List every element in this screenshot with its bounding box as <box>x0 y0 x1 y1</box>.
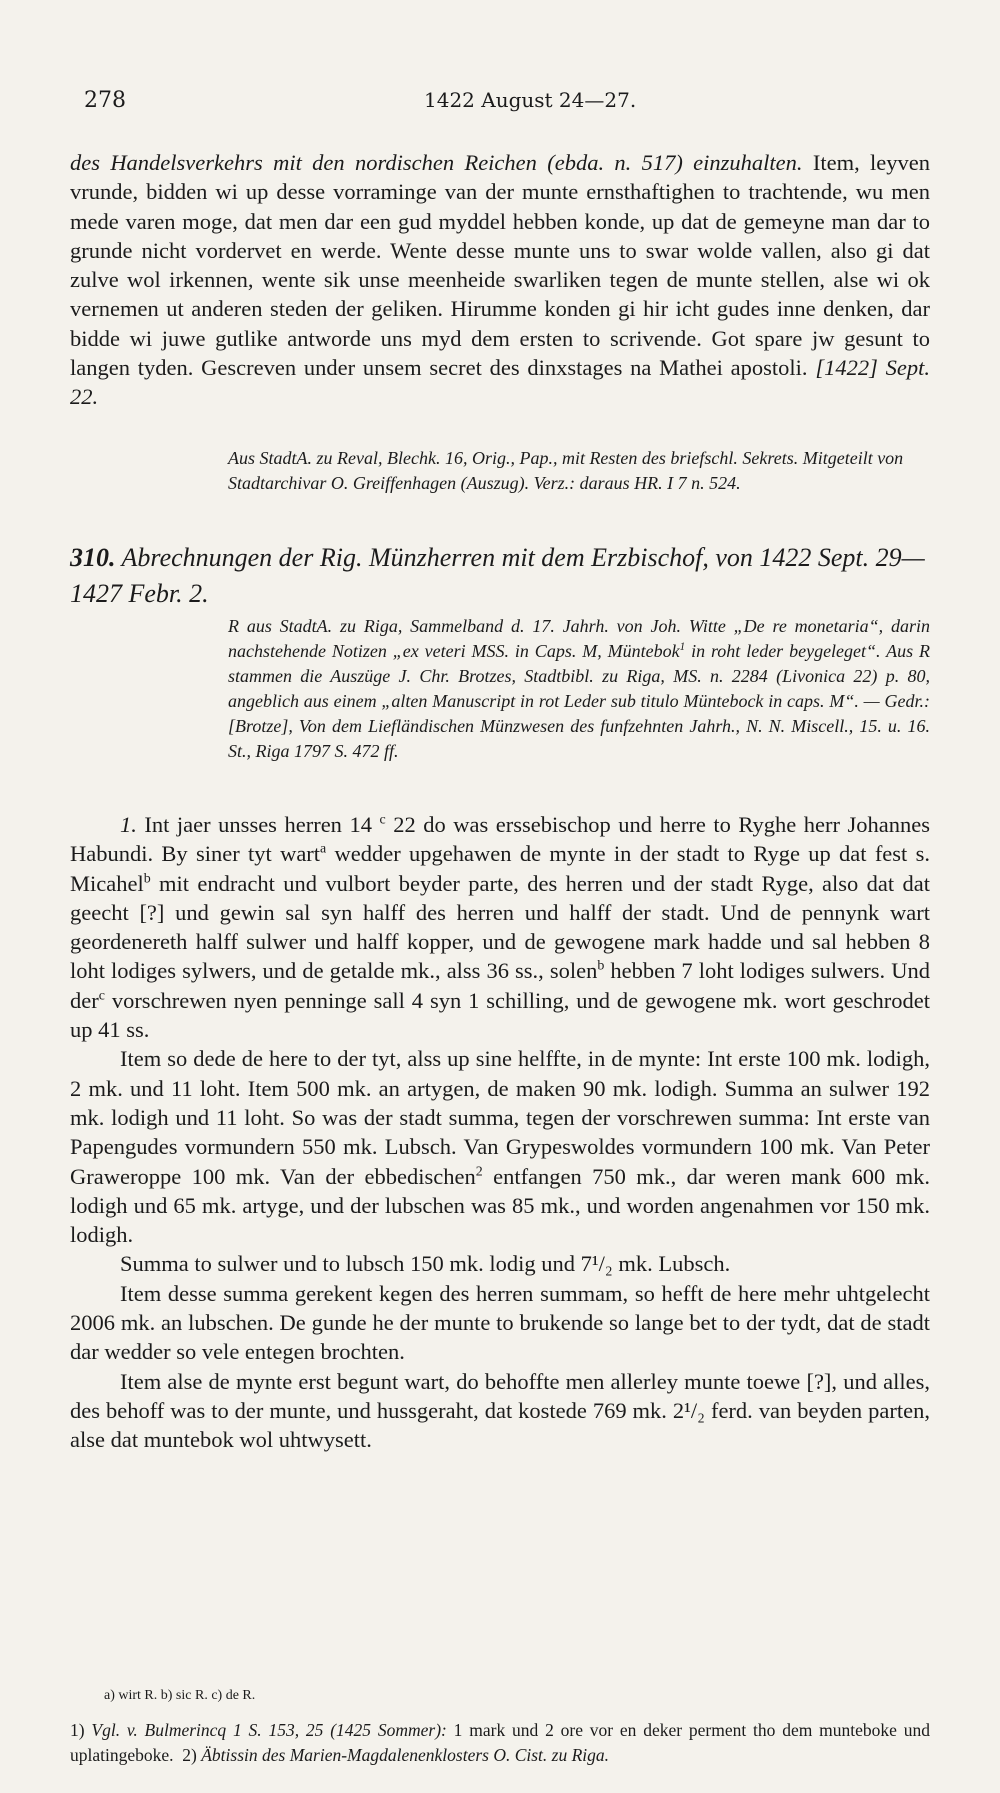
text-run: vorschrewen nyen penninge sall 4 syn 1 schilling, und de gewogene mk. wort geschrodet up 41 ss. <box>70 987 930 1043</box>
source-note: Aus StadtA. zu Reval, Blechk. 16, Orig., Pap., mit Resten des briefschl. Sekrets. Mitgeteilt von Stadtarchivar O. Greiffenhagen (Auszug). Verz.: daraus HR. I 7 n. 524. <box>228 448 904 493</box>
paragraph-2 <box>70 1044 930 1249</box>
paragraph-4: Item desse summa gerekent kegen des herren summam, so hefft de here mehr uhtgelecht 2006 mk. an lubschen. De gunde he der munte to brukende so lange bet to der tydt, dat de stadt dar wedder so vele entegen brochten. <box>70 1280 930 1365</box>
text-critical-footnotes: a) wirt R. b) sic R. c) de R. <box>104 1688 256 1703</box>
continuation-text: Item, leyven vrunde, bidden wi up desse vorraminge van der munte ernsthaftighen to trachtende, wu men mede varen moge, dat men dar een gud myddel hebben konde, up dat de gemeyne man dar to grunde nicht vordervet en werde. Wente desse munte uns to swar wolde vallen, also gi dat zulve wol irkennen, wente sik unse meenheide swarliken tegen de munte stellen, alse wi ok vernemen ut anderen steden der geliken. Hirumme konden gi hir icht gudes inne denken, dar bidde wi juwe gutlike antworde uns myd dem ersten to scrivende. Got spare jw gesunt to langen tyden. Gescreven under unsem secret des dinxstages na Mathei apostoli. <box>70 150 930 381</box>
main-text <box>70 810 930 1455</box>
letter-continuation <box>70 148 930 412</box>
text-run: 22 do was erssebischop und herre to Ryghe herr Johannes Habundi. By siner tyt wart <box>70 812 930 867</box>
footnote-ref-b: b <box>597 958 605 974</box>
paragraph-number: 1. <box>120 812 137 837</box>
text-run: Item so dede de here to der tyt, alss up sine helffte, in de mynte: Int erste 100 mk. lodigh, 2 mk. und 11 loht. Item 500 mk. an artygen, de maken 90 mk. lodigh. Summa an sulwer 192 mk. lodigh und 11 loht. So was der stadt summa, tegen der vorschrewen summa: Int erste van Papengudes vormundern 550 mk. Lubsch. Van Grypeswoldes vormundern 100 mk. Van Peter Graweroppe 100 mk. Van der ebbedischen <box>70 1046 930 1189</box>
entry-number: 310. <box>70 543 116 572</box>
entry-source-part-a: R aus StadtA. zu Riga, Sammelband d. 17. Jahrh. von Joh. Witte „De re monetaria“, darin nachstehende Notizen „ex veteri MSS. in Caps. M, Müntebok <box>228 616 930 661</box>
footnote-1-reference: Vgl. v. Bulmerincq 1 S. 153, 25 (1425 Sommer): <box>91 1720 447 1740</box>
text-run: wedder upgehawen de mynte in der stadt to Ryge up dat fest s. Micahel <box>70 841 930 896</box>
footnote-ref-a: a <box>320 841 327 857</box>
footnote-1-text: 1 mark und 2 ore vor en deker perment tho dem munteboke und uplatingeboke. <box>70 1720 930 1765</box>
footnote-ref-1: 1 <box>679 641 686 653</box>
page-number: 278 <box>84 88 126 113</box>
text-run: mit endracht und vulbort beyder parte, des herren und der stadt Ryge, also dat dat geecht [?] und gewin sal syn halff des herren und halff der stadt. Und de pennynk wart geordenereth halff sulwer und halff kopper, und de gewogene mark hadde und sal hebben 8 loht lodiges sylwers, und de getalde mk., alss 36 ss., solen <box>70 870 930 984</box>
footnote-2-marker: 2) <box>182 1745 197 1765</box>
text-run: entfangen 750 mk., dar weren mank 600 mk. lodigh und 65 mk. artyge, und der lubschen was 85 mk., und worden angenahmen vor 150 mk. lodigh. <box>70 1163 930 1248</box>
text-run: Int jaer unsses herren 14 <box>136 812 380 837</box>
paragraph-3: Summa to sulwer und to lubsch 150 mk. lodig und 7¹/₂ mk. Lubsch. <box>120 1251 731 1277</box>
entry-source-note <box>228 614 930 764</box>
entry-title: Abrechnungen der Rig. Münzherren mit dem Erzbischof, von 1422 Sept. 29—1427 Febr. 2. <box>70 543 925 608</box>
text-run: hebben 7 loht lodiges sulwers. Und der <box>70 958 930 1013</box>
paragraph-5: Item alse de mynte erst begunt wart, do behoffte men allerley munte toewe [?], und alles, des behoff was to der munte, und hussgeraht, dat kostede 769 mk. 2¹/₂ ferd. van beyden parten, alse dat muntebok wol uhtwysett. <box>70 1368 930 1453</box>
footnote-2-text: Äbtissin des Marien-Magdalenenklosters O. Cist. zu Riga. <box>201 1745 610 1765</box>
footnote-ref-c: c <box>98 988 105 1004</box>
footnote-1-marker: 1) <box>70 1720 85 1740</box>
footnote-ref-c: c <box>379 812 386 828</box>
continuation-date: [1422] Sept. 22. <box>70 355 930 410</box>
continuation-italic-opening: des Handelsverkehrs mit den nordischen Reichen (ebda. n. 517) einzuhalten. <box>70 150 803 175</box>
entry-source-part-b: in roht leder beygeleget“. Aus R stammen die Auszüge J. Chr. Brotzes, Stadtbibl. zu Riga, MS. n. 2284 (Livonica 22) p. 80, angeblich aus einem „alten Manuscript in rot Leder sub titulo Müntebock in caps. M“. — Gedr.: [Brotze], Von dem Liefländischen Münzwesen des funfzehnten Jahrh., N. N. Miscell., 15. u. 16. St., Riga 1797 S. 472 ff. <box>228 641 931 761</box>
entry-heading <box>70 540 930 612</box>
paragraph-1 <box>70 810 930 1044</box>
footnote-ref-2: 2 <box>475 1164 483 1180</box>
footnote-ref-b: b <box>143 871 151 887</box>
running-title: 1422 August 24—27. <box>424 88 637 112</box>
page-header <box>84 88 924 128</box>
numbered-footnotes <box>70 1718 930 1768</box>
